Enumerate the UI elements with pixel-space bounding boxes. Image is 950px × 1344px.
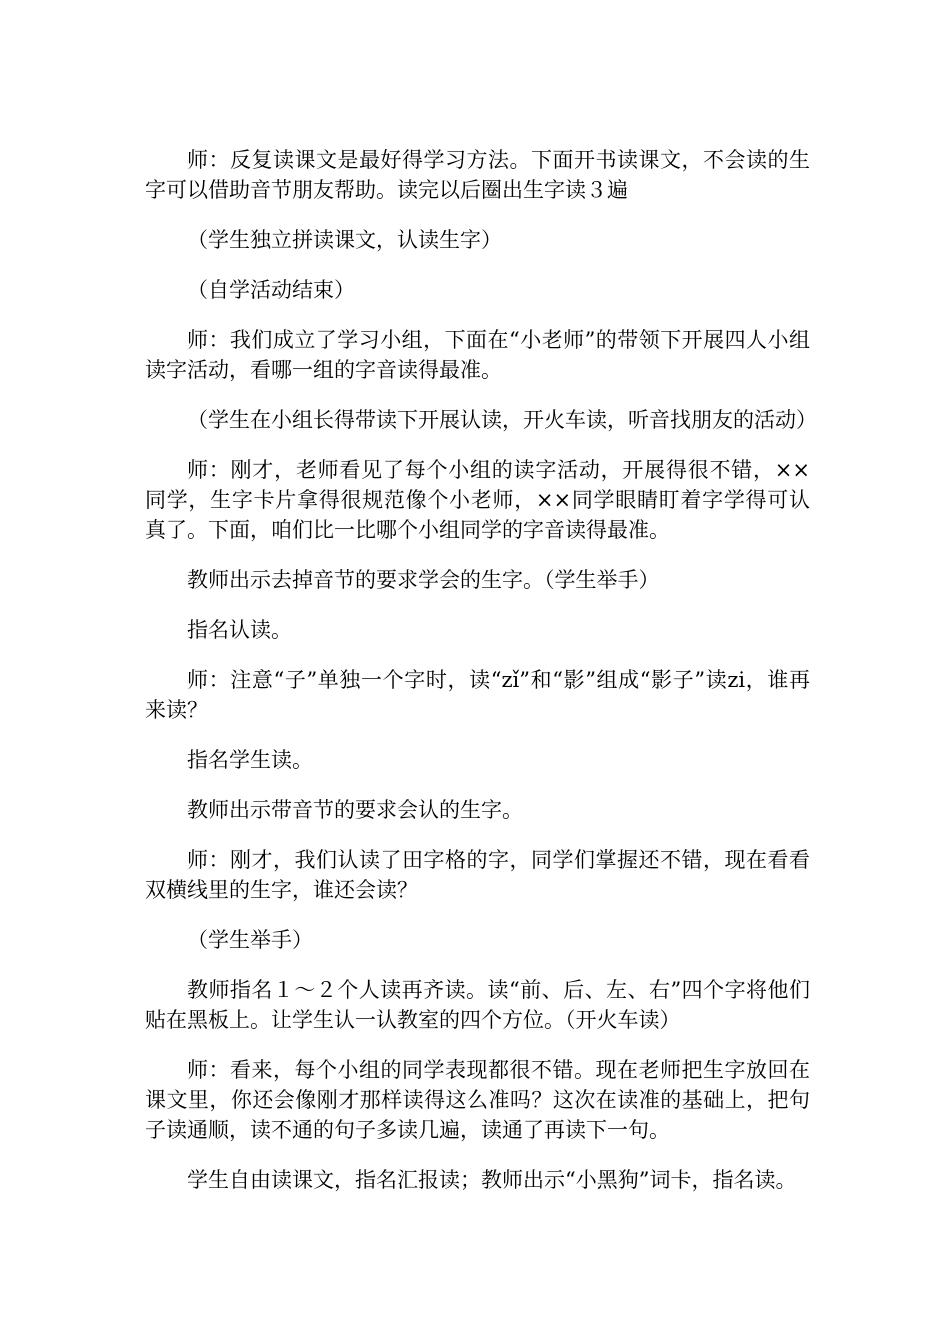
paragraph-8: 指名认读。 xyxy=(187,618,292,642)
paragraph-7: 教师出示去掉音节的要求学会的生字。（学生举手） xyxy=(187,568,660,592)
paragraph-9: 师：注意“子”单独一个字时，读“zǐ”和“影”组成“影子”读zi，谁再来读？ xyxy=(145,668,810,722)
paragraph-4: 师：我们成立了学习小组，下面在“小老师”的带领下开展四人小组读字活动，看哪一组的字音读得最准。 xyxy=(145,328,810,382)
paragraph-16: 学生自由读课文，指名汇报读；教师出示“小黑狗”词卡，指名读。 xyxy=(187,1168,797,1192)
paragraph-13: （学生举手） xyxy=(187,928,313,952)
paragraph-14: 教师指名１～２个人读再齐读。读“前、后、左、右”四个字将他们贴在黑板上。让学生认一认教室的四个方位。（开火车读） xyxy=(145,978,810,1032)
document-page xyxy=(145,145,817,1215)
paragraph-3: （自学活动结束） xyxy=(187,278,355,302)
paragraph-15: 师：看来，每个小组的同学表现都很不错。现在老师把生字放回在课文里，你还会像刚才那样读得这么准吗？这次在读准的基础上，把句子读通顺，读不通的句子多读几遍，读通了再读下一句。 xyxy=(145,1058,810,1142)
paragraph-1: 师：反复读课文是最好得学习方法。下面开书读课文，不会读的生字可以借助音节朋友帮助。读完以后圈出生字读３遍 xyxy=(145,148,810,202)
paragraph-6: 师：刚才，老师看见了每个小组的读字活动，开展得很不错，××同学，生字卡片拿得很规范像个小老师，××同学眼睛盯着字学得可认真了。下面，咱们比一比哪个小组同学的字音读得最准。 xyxy=(145,458,810,542)
paragraph-11: 教师出示带音节的要求会认的生字。 xyxy=(187,798,523,822)
paragraph-12: 师：刚才，我们认读了田字格的字，同学们掌握还不错，现在看看双横线里的生字，谁还会读？ xyxy=(145,848,810,902)
paragraph-10: 指名学生读。 xyxy=(187,748,313,772)
paragraph-5: （学生在小组长得带读下开展认读，开火车读，听音找朋友的活动） xyxy=(187,408,817,432)
paragraph-2: （学生独立拼读课文，认读生字） xyxy=(187,228,502,252)
